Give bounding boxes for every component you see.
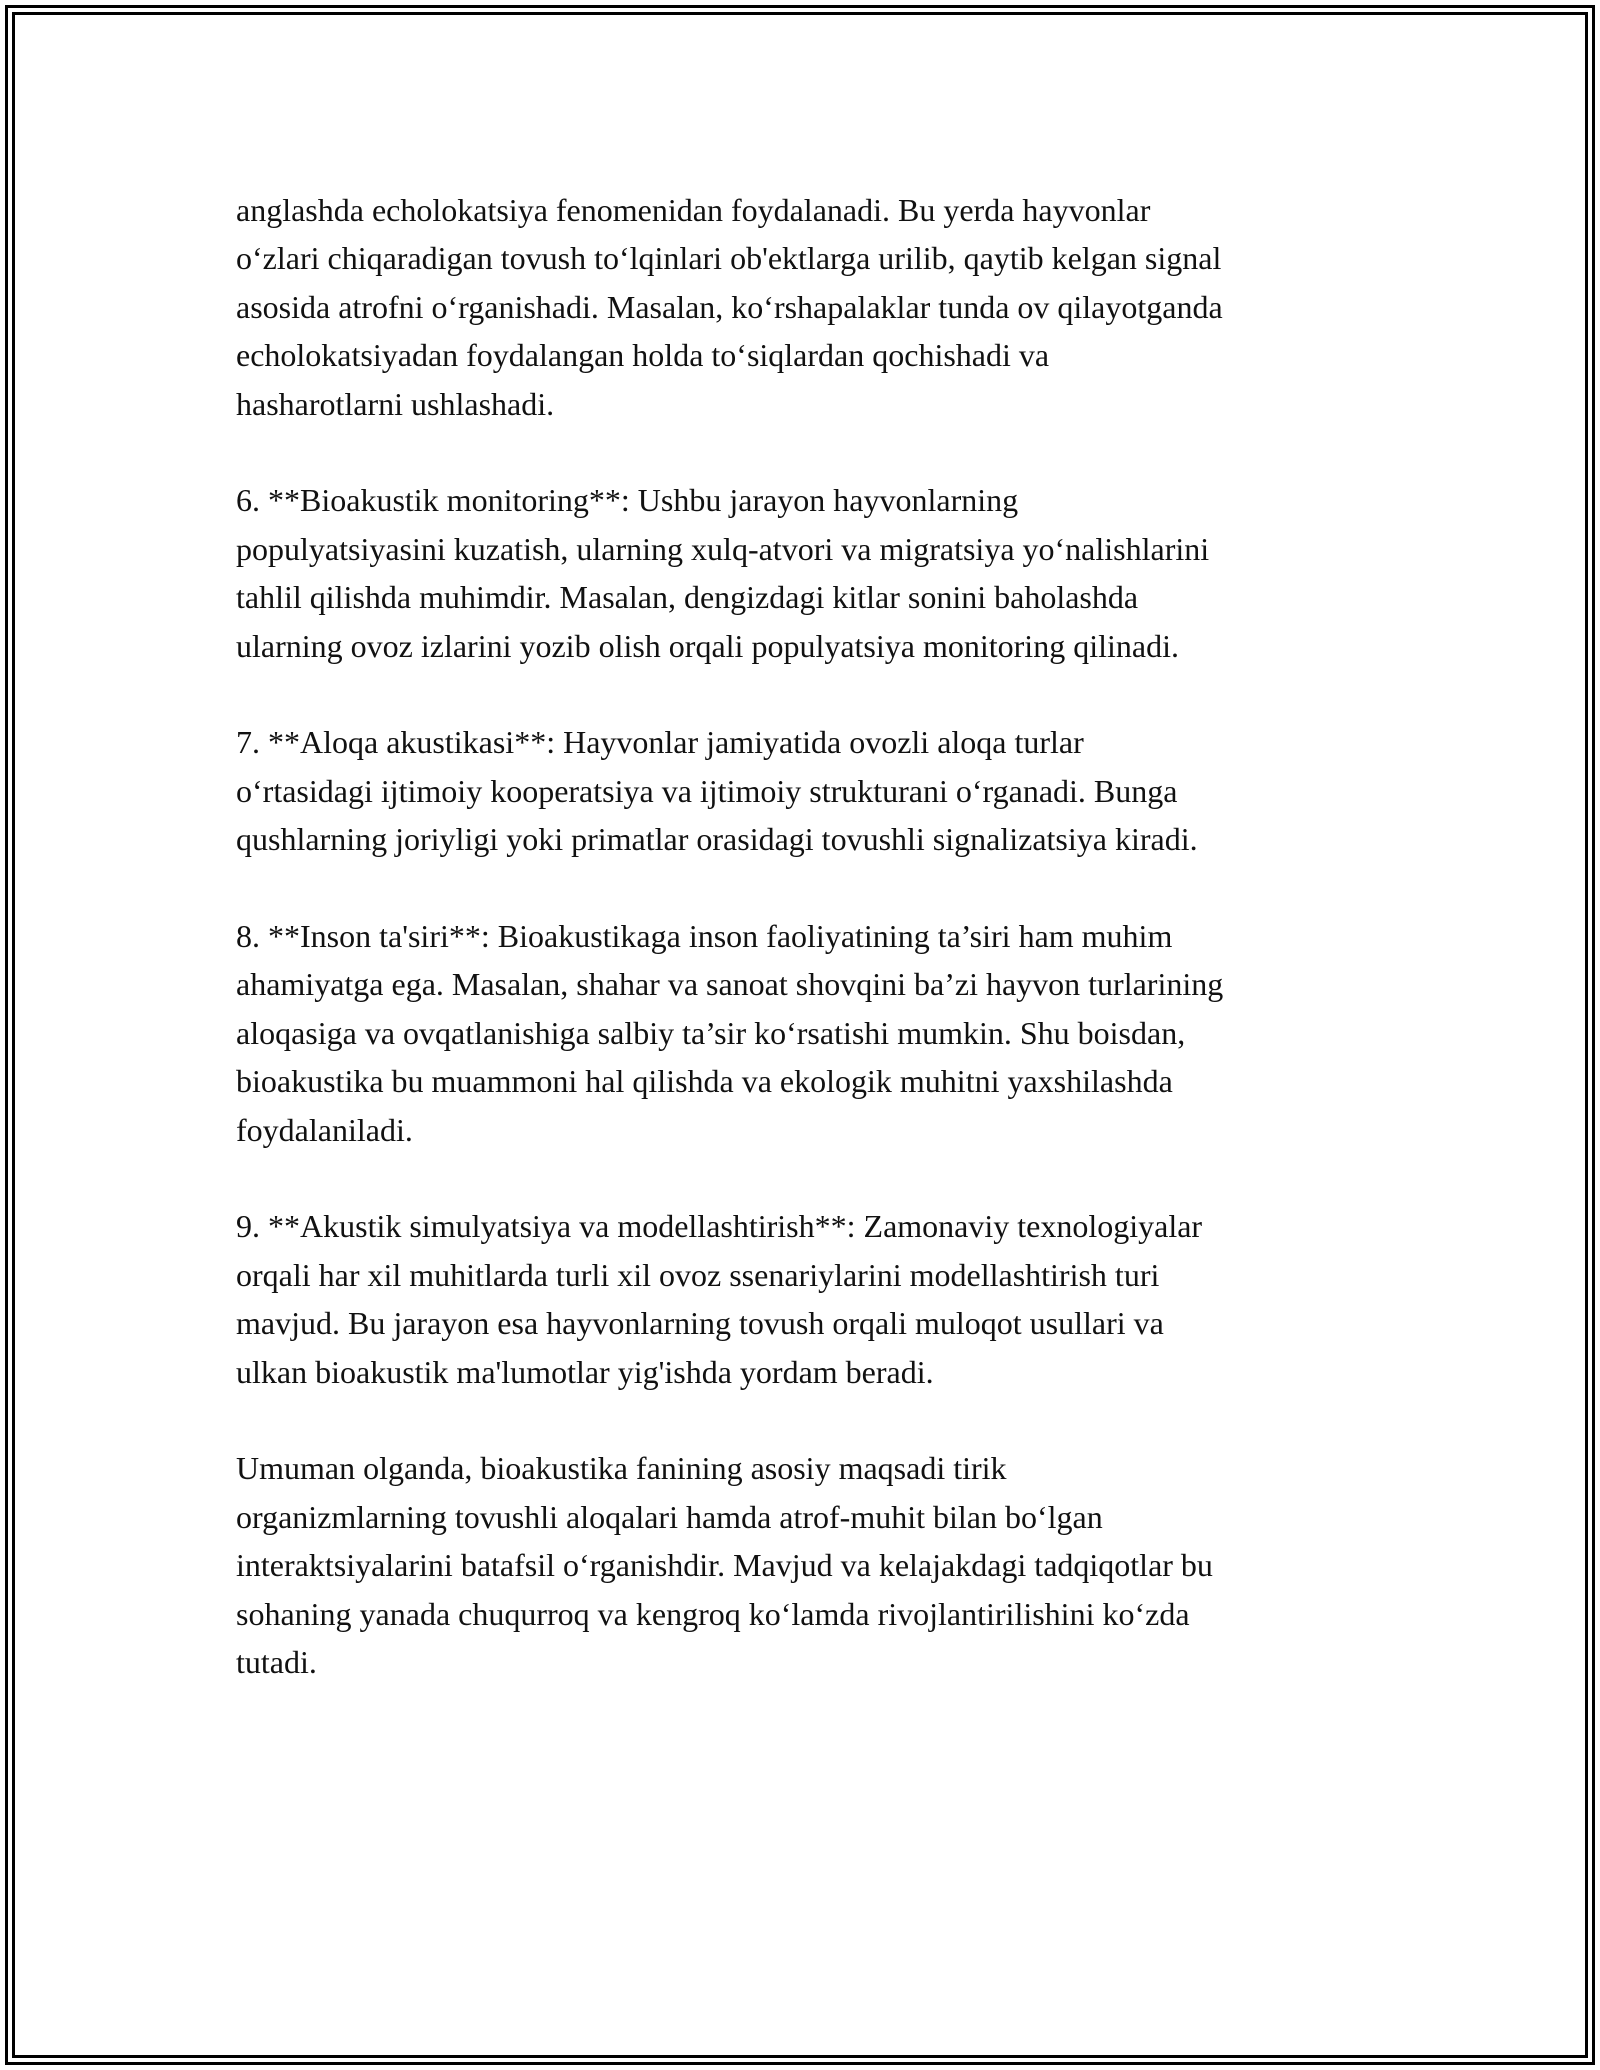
paragraph-communication-acoustics [236,718,1386,863]
text-line: foydalaniladi. [236,1111,413,1148]
text-line: 6. **Bioakustik monitoring**: Ushbu jarayon hayvonlarning [236,482,1019,519]
text-line: asosida atrofni o‘rganishadi. Masalan, ko‘rshapalaklar tunda ov qilayotganda [236,288,1223,325]
text-line: tahlil qilishda muhimdir. Masalan, dengizdagi kitlar sonini baholashda [236,579,1139,616]
paragraph-human-impact [236,912,1386,1154]
text-line: ularning ovoz izlarini yozib olish orqali populyatsiya monitoring qilinadi. [236,627,1179,664]
text-line: aloqasiga va ovqatlanishiga salbiy ta’sir ko‘rsatishi mumkin. Shu boisdan, [236,1014,1186,1051]
text-line: interaktsiyalarini batafsil o‘rganishdir. Mavjud va kelajakdagi tadqiqotlar bu [236,1547,1213,1584]
paragraph-echolocation [236,186,1386,428]
document-body [236,186,1386,1735]
text-line: o‘rtasidagi ijtimoiy kooperatsiya va ijtimoiy strukturani o‘rganadi. Bunga [236,772,1178,809]
text-line: ahamiyatga ega. Masalan, shahar va sanoat shovqini ba’zi hayvon turlarining [236,966,1224,1003]
text-line: bioakustika bu muammoni hal qilishda va ekologik muhitni yaxshilashda [236,1063,1173,1100]
text-line: Umuman olganda, bioakustika fanining asosiy maqsadi tirik [236,1450,1007,1487]
text-line: organizmlarning tovushli aloqalari hamda atrof-muhit bilan bo‘lgan [236,1498,1103,1535]
paragraph-acoustic-simulation [236,1202,1386,1396]
paragraph-conclusion [236,1444,1386,1686]
text-line: o‘zlari chiqaradigan tovush to‘lqinlari ob'ektlarga urilib, qaytib kelgan signal [236,240,1222,277]
text-line: 8. **Inson ta'siri**: Bioakustikaga inson faoliyatining ta’siri ham muhim [236,918,1173,955]
text-line: echolokatsiyadan foydalangan holda to‘siqlardan qochishadi va [236,337,1050,374]
text-line: hasharotlarni ushlashadi. [236,385,555,422]
text-line: anglashda echolokatsiya fenomenidan foydalanadi. Bu yerda hayvonlar [236,192,1151,228]
paragraph-bioacoustic-monitoring [236,476,1386,670]
text-line: mavjud. Bu jarayon esa hayvonlarning tovush orqali muloqot usullari va [236,1305,1164,1342]
text-line: 9. **Akustik simulyatsiya va modellashtirish**: Zamonaviy texnologiyalar [236,1208,1203,1245]
text-line: sohaning yanada chuqurroq va kengroq ko‘lamda rivojlantirilishini ko‘zda [236,1595,1190,1632]
text-line: 7. **Aloqa akustikasi**: Hayvonlar jamiyatida ovozli aloqa turlar [236,724,1084,761]
text-line: orqali har xil muhitlarda turli xil ovoz ssenariylarini modellashtirish turi [236,1256,1160,1293]
text-line: populyatsiyasini kuzatish, ularning xulq-atvori va migratsiya yo‘nalishlarini [236,530,1210,567]
text-line: tutadi. [236,1644,317,1681]
text-line: ulkan bioakustik ma'lumotlar yig'ishda yordam beradi. [236,1353,934,1390]
text-line: qushlarning joriyligi yoki primatlar orasidagi tovushli signalizatsiya kiradi. [236,821,1198,858]
